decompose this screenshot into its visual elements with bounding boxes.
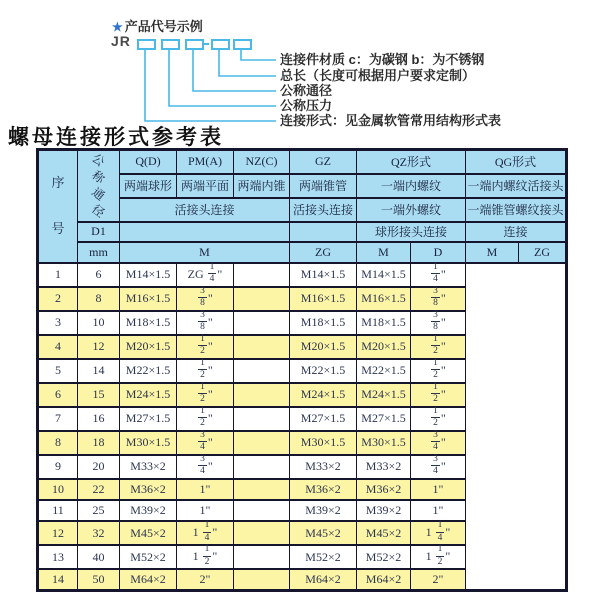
header-qg-m: M bbox=[466, 242, 519, 263]
cell-qz-m bbox=[234, 359, 290, 383]
fraction: $\frac{1}{2}$ bbox=[200, 381, 205, 404]
cell-m: M22×1.5 bbox=[120, 359, 177, 383]
header-qd-desc: 两端球形 bbox=[120, 174, 177, 198]
header-qz: QZ形式 bbox=[357, 150, 466, 174]
cell-dn: 16 bbox=[78, 407, 120, 431]
cell-gz: 1" bbox=[177, 479, 234, 500]
header-gz-desc: 两端锥管 bbox=[290, 174, 357, 198]
header-serial-label: 序号 bbox=[51, 175, 65, 237]
table-row bbox=[38, 335, 567, 359]
fraction: $\frac{1}{2}$ bbox=[200, 333, 205, 356]
cell-dn: 6 bbox=[78, 263, 120, 287]
cell-dn: 32 bbox=[78, 521, 120, 545]
fraction: $\frac{1}{2}$ bbox=[204, 544, 210, 567]
header-qg: QG形式 bbox=[466, 150, 567, 174]
cell-gz: ZG $\frac{1}{4}$ " bbox=[177, 263, 234, 287]
cell-qg-m: M52×2 bbox=[357, 545, 411, 569]
cell-qz-d: M18×1.5 bbox=[290, 311, 357, 335]
cell-qg-m: M16×1.5 bbox=[357, 287, 411, 311]
cell-no: 11 bbox=[38, 500, 78, 521]
cell-qz-m bbox=[234, 545, 290, 569]
header-qz-desc3: 球形接头连接 bbox=[357, 222, 466, 242]
cell-dn: 20 bbox=[78, 455, 120, 479]
cell-m: M24×1.5 bbox=[120, 383, 177, 407]
cell-m: M52×2 bbox=[120, 545, 177, 569]
fraction: $\frac{1}{2}$ bbox=[200, 357, 205, 380]
callout-label-material: 连接件材质 c：为碳钢 b：为不锈钢 bbox=[280, 52, 485, 67]
cell-qg-m: M18×1.5 bbox=[357, 311, 411, 335]
table-row bbox=[38, 407, 567, 431]
cell-m: M20×1.5 bbox=[120, 335, 177, 359]
fraction: $\frac{3}{8}$ bbox=[433, 285, 438, 308]
header-row-1 bbox=[38, 150, 567, 174]
cell-qz-d: M36×2 bbox=[290, 479, 357, 500]
header-qg-desc2: 一端锥管螺纹接头 bbox=[466, 198, 567, 222]
code-box-3 bbox=[185, 39, 204, 50]
cell-qz-d: M52×2 bbox=[290, 545, 357, 569]
fraction: $\frac{1}{2}$ bbox=[433, 381, 438, 404]
cell-qg-zg: 1 $\frac{1}{2}$ " bbox=[411, 545, 466, 569]
cell-qz-m bbox=[234, 263, 290, 287]
cell-qz-m bbox=[234, 431, 290, 455]
header-empty-gz bbox=[290, 222, 357, 242]
table-row bbox=[38, 479, 567, 500]
cell-qg-zg: 1" bbox=[411, 500, 466, 521]
cell-no: 14 bbox=[38, 569, 78, 590]
table-row bbox=[38, 383, 567, 407]
cell-dn: 14 bbox=[78, 359, 120, 383]
cell-no: 2 bbox=[38, 287, 78, 311]
header-union-joint: 活接头连接 bbox=[120, 198, 290, 222]
header-qd: Q(D) bbox=[120, 150, 177, 174]
fraction: $\frac{3}{8}$ bbox=[433, 309, 438, 332]
cell-qg-zg: $\frac{1}{2}$ " bbox=[411, 359, 466, 383]
callout-label-length: 总长（长度可根据用户要求定制） bbox=[280, 68, 476, 83]
cell-qz-m bbox=[234, 335, 290, 359]
cell-qg-zg: $\frac{3}{8}$ " bbox=[411, 311, 466, 335]
fraction: $\frac{1}{2}$ bbox=[437, 544, 443, 567]
cell-qg-zg: 1" bbox=[411, 479, 466, 500]
header-dn-label bbox=[78, 150, 119, 221]
cell-gz: 1" bbox=[177, 500, 234, 521]
dn-vertical-char: 公 bbox=[89, 150, 108, 170]
header-qz-desc2: 一端外螺纹 bbox=[357, 198, 466, 222]
cell-qz-d: M22×1.5 bbox=[290, 359, 357, 383]
cell-qg-m: M22×1.5 bbox=[357, 359, 411, 383]
cell-m: M18×1.5 bbox=[120, 311, 177, 335]
cell-qz-d: M27×1.5 bbox=[290, 407, 357, 431]
cell-qz-m bbox=[234, 500, 290, 521]
cell-qg-m: M27×1.5 bbox=[357, 407, 411, 431]
header-qz-desc1: 一端内螺纹 bbox=[357, 174, 466, 198]
cell-m: M64×2 bbox=[120, 569, 177, 590]
header-gz: GZ bbox=[290, 150, 357, 174]
cell-dn: 50 bbox=[78, 569, 120, 590]
cell-qz-m bbox=[234, 287, 290, 311]
cell-qg-zg: 1 $\frac{1}{4}$ " bbox=[411, 521, 466, 545]
cell-m: M45×2 bbox=[120, 521, 177, 545]
cell-qg-m: M20×1.5 bbox=[357, 335, 411, 359]
fraction: $\frac{3}{4}$ bbox=[200, 429, 205, 452]
cell-qz-m bbox=[234, 383, 290, 407]
cell-qg-zg: $\frac{3}{8}$ " bbox=[411, 287, 466, 311]
table-title: 螺母连接形式参考表 bbox=[8, 124, 224, 149]
header-qz-m: M bbox=[357, 242, 411, 263]
header-row-4 bbox=[38, 222, 567, 242]
fraction: $\frac{3}{8}$ bbox=[200, 309, 205, 332]
cell-dn: 40 bbox=[78, 545, 120, 569]
cell-qz-m bbox=[234, 407, 290, 431]
cell-gz: $\frac{1}{2}$ " bbox=[177, 359, 234, 383]
cell-no: 8 bbox=[38, 431, 78, 455]
header-qg-desc1: 一端内螺纹活接头 bbox=[466, 174, 567, 198]
cell-qz-m bbox=[234, 311, 290, 335]
header-serial bbox=[38, 150, 78, 263]
code-box-1 bbox=[137, 39, 156, 50]
table-row bbox=[38, 311, 567, 335]
cell-qz-d: M20×1.5 bbox=[290, 335, 357, 359]
header-row-5 bbox=[38, 242, 567, 263]
table-row bbox=[38, 263, 567, 287]
cell-dn: 12 bbox=[78, 335, 120, 359]
header-gz-joint: 活接头连接 bbox=[290, 198, 357, 222]
cell-qg-m: M30×1.5 bbox=[357, 431, 411, 455]
cell-qz-d: M39×2 bbox=[290, 500, 357, 521]
cell-no: 12 bbox=[38, 521, 78, 545]
table-row bbox=[38, 545, 567, 569]
cell-qg-zg: 2" bbox=[411, 569, 466, 590]
cell-gz: 2" bbox=[177, 569, 234, 590]
nut-connection-table bbox=[36, 148, 568, 592]
fraction: $\frac{3}{4}$ bbox=[200, 453, 205, 476]
cell-qg-m: M64×2 bbox=[357, 569, 411, 590]
code-box-5 bbox=[233, 39, 252, 50]
fraction: $\frac{1}{2}$ bbox=[433, 357, 438, 380]
diagram-heading-text: 产品代号示例 bbox=[124, 19, 203, 34]
cell-gz: $\frac{3}{8}$ " bbox=[177, 311, 234, 335]
fraction: $\frac{3}{4}$ bbox=[433, 453, 438, 476]
cell-qg-zg: $\frac{1}{2}$ " bbox=[411, 335, 466, 359]
cell-dn: 22 bbox=[78, 479, 120, 500]
fraction: $\frac{1}{2}$ bbox=[433, 333, 438, 356]
table-row bbox=[38, 431, 567, 455]
cell-no: 13 bbox=[38, 545, 78, 569]
cell-dn: 15 bbox=[78, 383, 120, 407]
cell-qz-m bbox=[234, 569, 290, 590]
cell-qz-d: M16×1.5 bbox=[290, 287, 357, 311]
table-row bbox=[38, 287, 567, 311]
cell-qz-d: M45×2 bbox=[290, 521, 357, 545]
cell-m: M14×1.5 bbox=[120, 263, 177, 287]
cell-m: M16×1.5 bbox=[120, 287, 177, 311]
header-empty-left bbox=[120, 222, 290, 242]
header-nz: NZ(C) bbox=[234, 150, 290, 174]
cell-dn: 8 bbox=[78, 287, 120, 311]
cell-qz-m bbox=[234, 521, 290, 545]
cell-gz: $\frac{1}{2}$ " bbox=[177, 383, 234, 407]
fraction: $\frac{1}{4}$ bbox=[437, 520, 443, 543]
cell-no: 6 bbox=[38, 383, 78, 407]
cell-qg-m: M39×2 bbox=[357, 500, 411, 521]
cell-qz-d: M14×1.5 bbox=[290, 263, 357, 287]
cell-no: 1 bbox=[38, 263, 78, 287]
cell-qg-m: M33×2 bbox=[357, 455, 411, 479]
cell-qg-zg: $\frac{3}{4}$ " bbox=[411, 431, 466, 455]
star-icon: ★ bbox=[112, 20, 123, 34]
cell-gz: 1 $\frac{1}{4}$ " bbox=[177, 521, 234, 545]
cell-gz: 1 $\frac{1}{2}$ " bbox=[177, 545, 234, 569]
cell-qg-zg: $\frac{1}{2}$ " bbox=[411, 407, 466, 431]
header-qg-desc3: 连接 bbox=[466, 222, 567, 242]
cell-qz-d: M33×2 bbox=[290, 455, 357, 479]
cell-qz-m bbox=[234, 455, 290, 479]
fraction: $\frac{1}{2}$ bbox=[433, 405, 438, 428]
table-row bbox=[38, 455, 567, 479]
cell-no: 5 bbox=[38, 359, 78, 383]
cell-dn: 10 bbox=[78, 311, 120, 335]
header-dn-vertical bbox=[78, 150, 120, 222]
cell-qz-d: M64×2 bbox=[290, 569, 357, 590]
cell-m: M30×1.5 bbox=[120, 431, 177, 455]
fraction: $\frac{3}{8}$ bbox=[200, 285, 205, 308]
fraction: $\frac{1}{4}$ bbox=[433, 261, 438, 284]
cell-qg-m: M24×1.5 bbox=[357, 383, 411, 407]
cell-m: M39×2 bbox=[120, 500, 177, 521]
cell-m: M36×2 bbox=[120, 479, 177, 500]
cell-gz: $\frac{3}{4}$ " bbox=[177, 431, 234, 455]
cell-qz-d: M30×1.5 bbox=[290, 431, 357, 455]
header-pm-desc: 两端平面 bbox=[177, 174, 234, 198]
header-mm: mm bbox=[78, 242, 120, 263]
table-row bbox=[38, 569, 567, 590]
product-code-diagram bbox=[0, 0, 600, 130]
table-row bbox=[38, 500, 567, 521]
dn-vertical-char: 径 bbox=[89, 201, 108, 221]
dn-vertical-char: 称 bbox=[89, 167, 108, 187]
cell-qg-zg: $\frac{1}{2}$ " bbox=[411, 383, 466, 407]
cell-qg-zg: $\frac{3}{4}$ " bbox=[411, 455, 466, 479]
table-row bbox=[38, 359, 567, 383]
cell-m: M33×2 bbox=[120, 455, 177, 479]
cell-no: 3 bbox=[38, 311, 78, 335]
callout-label-diameter: 公称通径 bbox=[280, 83, 333, 98]
cell-gz: $\frac{1}{2}$ " bbox=[177, 335, 234, 359]
header-qg-zg: ZG bbox=[519, 242, 567, 263]
header-zg: ZG bbox=[290, 242, 357, 263]
cell-qz-m bbox=[234, 479, 290, 500]
cell-qg-m: M14×1.5 bbox=[357, 263, 411, 287]
cell-no: 10 bbox=[38, 479, 78, 500]
cell-qg-zg: $\frac{1}{4}$ " bbox=[411, 263, 466, 287]
cell-gz: $\frac{3}{8}$ " bbox=[177, 287, 234, 311]
header-d1: D1 bbox=[78, 222, 120, 242]
cell-gz: $\frac{3}{4}$ " bbox=[177, 455, 234, 479]
cell-qg-m: M45×2 bbox=[357, 521, 411, 545]
callout-label-pressure: 公称压力 bbox=[280, 98, 333, 113]
table-row bbox=[38, 521, 567, 545]
fraction: $\frac{1}{2}$ bbox=[200, 405, 205, 428]
header-m: M bbox=[120, 242, 290, 263]
dn-vertical-char: 通 bbox=[89, 184, 108, 204]
cell-no: 9 bbox=[38, 455, 78, 479]
cell-no: 4 bbox=[38, 335, 78, 359]
cell-qz-d: M24×1.5 bbox=[290, 383, 357, 407]
code-prefix: JR bbox=[111, 33, 131, 49]
cell-qg-m: M36×2 bbox=[357, 479, 411, 500]
fraction: $\frac{1}{4}$ bbox=[209, 261, 215, 284]
code-dash bbox=[203, 43, 209, 45]
cell-dn: 18 bbox=[78, 431, 120, 455]
cell-dn: 25 bbox=[78, 500, 120, 521]
code-box-4 bbox=[211, 39, 230, 50]
cell-m: M27×1.5 bbox=[120, 407, 177, 431]
fraction: $\frac{1}{4}$ bbox=[204, 520, 210, 543]
cell-no: 7 bbox=[38, 407, 78, 431]
fraction: $\frac{3}{4}$ bbox=[433, 429, 438, 452]
callout-label-connection: 连接形式：见金属软管常用结构形式表 bbox=[280, 113, 502, 128]
header-nz-desc: 两端内锥 bbox=[234, 174, 290, 198]
header-pm: PM(A) bbox=[177, 150, 234, 174]
cell-gz: $\frac{1}{2}$ " bbox=[177, 407, 234, 431]
header-qz-d: D bbox=[411, 242, 466, 263]
code-box-2 bbox=[161, 39, 180, 50]
